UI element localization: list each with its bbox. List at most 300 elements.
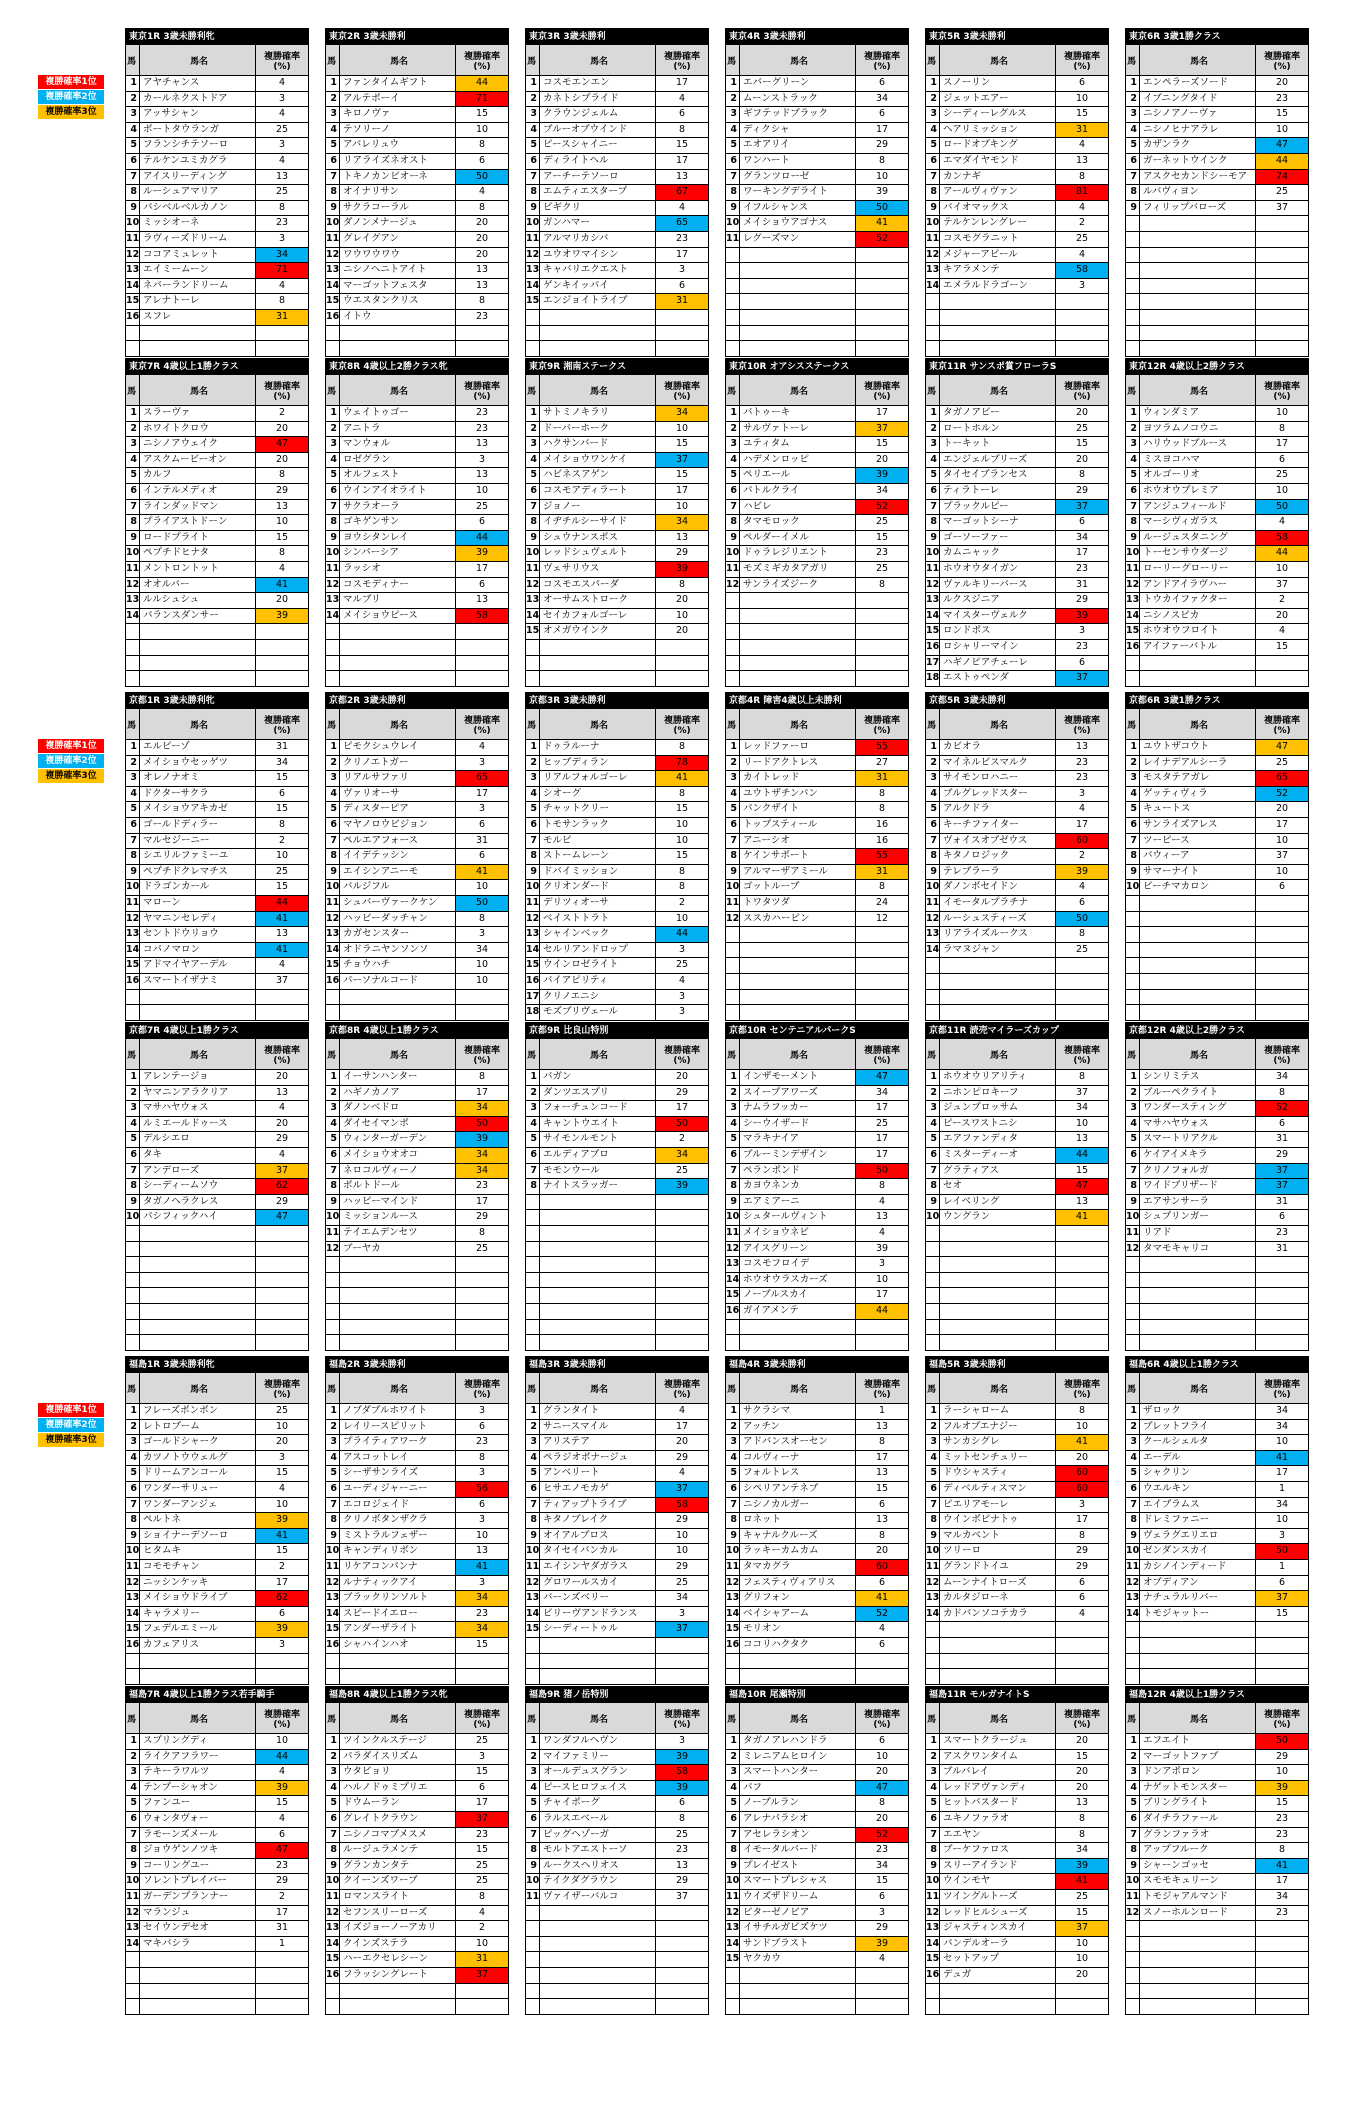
place-rate: 10 (1075, 92, 1089, 104)
place-rate: 15 (675, 438, 689, 450)
horse-name (1140, 248, 1256, 263)
place-rate: 3 (678, 1006, 686, 1018)
horse-name: コスモエンエン (540, 76, 656, 91)
horse-number: 1 (126, 740, 140, 755)
table-row (526, 849, 708, 865)
header-num: 馬 (726, 1703, 740, 1733)
table-row (726, 453, 908, 469)
horse-name (740, 974, 856, 989)
horse-number: 13 (126, 1921, 140, 1936)
horse-name (740, 1005, 856, 1020)
header-rate-line2: (%) (673, 1719, 691, 1730)
table-row (1126, 609, 1308, 625)
empty-row (1126, 216, 1308, 232)
horse-name: トモジャットー (1140, 1607, 1256, 1622)
place-rate (1056, 974, 1108, 989)
horse-name: アリステア (540, 1435, 656, 1450)
table-row (1126, 1781, 1308, 1797)
horse-number: 14 (326, 279, 340, 294)
place-rate: 29 (1075, 594, 1089, 606)
horse-name: ウインモヤ (940, 1874, 1056, 1889)
horse-number: 7 (326, 1828, 340, 1843)
table-row (126, 123, 308, 139)
horse-number (726, 593, 740, 608)
table-row (926, 1544, 1108, 1560)
horse-name: タマモキャリコ (1140, 1242, 1256, 1257)
horse-name: イサチルガビズケツ (740, 1921, 856, 1936)
table-row (126, 248, 308, 264)
place-rate (1256, 294, 1308, 309)
place-rate: 10 (1275, 1436, 1289, 1448)
table-row (926, 76, 1108, 92)
horse-name: サイモンロハニー (940, 771, 1056, 786)
table-row (726, 1435, 908, 1451)
table-row (926, 1117, 1108, 1133)
table-row (1126, 1591, 1308, 1607)
horse-number (1126, 232, 1140, 247)
empty-row (926, 974, 1108, 990)
header-rate-line1: 複勝確率 (863, 715, 900, 726)
header-name: 馬名 (140, 1039, 256, 1069)
empty-row (126, 1242, 308, 1258)
header-num: 馬 (526, 375, 540, 405)
place-rate: 1 (878, 1405, 886, 1416)
table-row (1126, 1576, 1308, 1592)
horse-name: ラヴィーズドリーム (140, 232, 256, 247)
place-rate: 23 (475, 407, 489, 418)
place-rate: 41 (856, 216, 908, 231)
horse-number: 1 (1126, 1404, 1140, 1419)
table-row (726, 437, 908, 453)
header-rate-line1: 複勝確率 (263, 1379, 300, 1390)
horse-number: 2 (526, 1086, 540, 1101)
place-rate: 10 (275, 516, 289, 528)
horse-name (540, 1210, 656, 1225)
horse-number: 5 (326, 468, 340, 483)
place-rate: 13 (475, 1545, 489, 1557)
place-rate: 2 (278, 1560, 286, 1572)
place-rate (1056, 310, 1108, 325)
horse-number: 9 (926, 201, 940, 216)
table-row (126, 1101, 308, 1117)
horse-number: 3 (526, 1101, 540, 1116)
place-rate: 15 (1275, 640, 1289, 652)
horse-number: 3 (926, 771, 940, 786)
empty-row (726, 1968, 908, 1984)
place-rate: 15 (875, 1482, 889, 1494)
horse-name: ゲッティヴィラ (1140, 787, 1256, 802)
place-rate (256, 326, 308, 341)
horse-number: 3 (526, 437, 540, 452)
horse-number: 15 (726, 1952, 740, 1967)
horse-name: スマートハンター (740, 1765, 856, 1780)
place-rate: 2 (1078, 217, 1086, 229)
horse-name: ディクシャ (740, 123, 856, 138)
header-rate-line1: 複勝確率 (1263, 1379, 1300, 1390)
header-rate (1256, 709, 1308, 739)
horse-number: 11 (126, 1890, 140, 1905)
place-rate: 31 (1075, 578, 1089, 590)
horse-name: キャントウエイト (540, 1117, 656, 1132)
empty-row (326, 640, 508, 656)
horse-name: サニースマイル (540, 1420, 656, 1435)
place-rate: 37 (275, 974, 289, 986)
horse-name: リアド (1140, 1226, 1256, 1241)
horse-number (526, 326, 540, 341)
table-row (1126, 92, 1308, 108)
header-rate (656, 709, 708, 739)
place-rate: 50 (1056, 912, 1108, 927)
place-rate: 52 (1256, 1101, 1308, 1116)
race-title: 東京9R 湘南ステークス (526, 359, 708, 375)
horse-number (1126, 310, 1140, 325)
horse-name: ラルスエベール (540, 1812, 656, 1827)
race-title: 東京12R 4歳以上2勝クラス (1126, 359, 1308, 375)
table-row (326, 154, 508, 170)
horse-number (726, 263, 740, 278)
place-rate (1056, 1320, 1108, 1335)
horse-name: ルーシュアマリア (140, 185, 256, 200)
table-row (1126, 138, 1308, 154)
place-rate: 2 (278, 407, 286, 418)
horse-name (1140, 216, 1256, 231)
table-row (926, 1781, 1108, 1797)
horse-name: バルジフル (340, 880, 456, 895)
table-row (726, 422, 908, 438)
table-row (126, 1859, 308, 1875)
horse-name: サンドブラスト (740, 1937, 856, 1952)
horse-number: 7 (126, 1828, 140, 1843)
table-row (926, 834, 1108, 850)
horse-number: 8 (1126, 515, 1140, 530)
horse-number: 9 (1126, 531, 1140, 546)
place-rate (1256, 1654, 1308, 1669)
race-title: 東京10R オアシスステークス (726, 359, 908, 375)
empty-row (1126, 1669, 1308, 1684)
empty-row (126, 1005, 308, 1020)
horse-number: 12 (926, 248, 940, 263)
table-row (926, 138, 1108, 154)
place-rate: 41 (456, 865, 508, 880)
place-rate (656, 1654, 708, 1669)
horse-name: アヤチャンス (140, 76, 256, 91)
horse-name: アンベリート (540, 1466, 656, 1481)
horse-number (726, 1654, 740, 1669)
legend (38, 75, 104, 120)
place-rate: 17 (1275, 1875, 1289, 1887)
horse-number: 6 (526, 484, 540, 499)
place-rate: 58 (456, 609, 508, 624)
horse-name: タイセイブランセス (940, 468, 1056, 483)
horse-name: ギフテッドブラック (740, 107, 856, 122)
table-row (726, 1921, 908, 1937)
horse-number: 14 (926, 279, 940, 294)
horse-number (326, 1257, 340, 1272)
race-table (925, 28, 1109, 357)
horse-name (740, 671, 856, 686)
place-rate (456, 1654, 508, 1669)
table-row (926, 1812, 1108, 1828)
horse-name: サクラオーラ (340, 500, 456, 515)
horse-name: キタノロジック (940, 849, 1056, 864)
place-rate (456, 624, 508, 639)
horse-number: 2 (726, 1420, 740, 1435)
horse-number: 13 (926, 1921, 940, 1936)
table-header (726, 375, 908, 406)
horse-number: 10 (526, 216, 540, 231)
horse-name: ワイドブリザード (1140, 1179, 1256, 1194)
horse-name: サンライズアレス (1140, 818, 1256, 833)
horse-name: モルトアエストーソ (540, 1843, 656, 1858)
place-rate (1056, 294, 1108, 309)
header-num: 馬 (126, 375, 140, 405)
horse-number (726, 1005, 740, 1020)
place-rate: 15 (275, 803, 289, 815)
horse-number: 6 (1126, 1482, 1140, 1497)
horse-number: 10 (326, 546, 340, 561)
table-row (726, 1607, 908, 1623)
table-row (726, 123, 908, 139)
empty-row (1126, 1654, 1308, 1670)
place-rate: 39 (256, 1513, 308, 1528)
horse-number: 3 (326, 771, 340, 786)
horse-number: 6 (326, 154, 340, 169)
table-row (926, 201, 1108, 217)
horse-name: ペプチドヒナタ (140, 546, 256, 561)
place-rate (456, 990, 508, 1005)
horse-number: 2 (326, 1086, 340, 1101)
horse-name: ムーンストラック (740, 92, 856, 107)
header-rate-line2: (%) (673, 1055, 691, 1066)
table-row (326, 1921, 508, 1937)
table-row (126, 1420, 308, 1436)
horse-name: ハデメンロッピ (740, 453, 856, 468)
horse-number (926, 958, 940, 973)
horse-number: 2 (126, 1420, 140, 1435)
empty-row (1126, 326, 1308, 342)
table-row (326, 740, 508, 756)
horse-name: マルブリ (340, 593, 456, 608)
place-rate (1056, 1622, 1108, 1637)
place-rate (1056, 1654, 1108, 1669)
horse-name: ダイチラファール (1140, 1812, 1256, 1827)
horse-name (140, 1226, 256, 1241)
empty-row (526, 1242, 708, 1258)
table-row (926, 1148, 1108, 1164)
place-rate: 3 (678, 1607, 686, 1619)
horse-number: 6 (726, 1148, 740, 1163)
horse-number: 10 (326, 216, 340, 231)
place-rate (656, 1999, 708, 2014)
place-rate: 10 (875, 1750, 889, 1762)
table-row (526, 1781, 708, 1797)
table-row (526, 1750, 708, 1766)
table-row (1126, 1750, 1308, 1766)
place-rate: 20 (275, 1071, 289, 1082)
horse-number: 12 (326, 1906, 340, 1921)
place-rate (656, 1304, 708, 1319)
header-rate-line1: 複勝確率 (863, 1379, 900, 1390)
horse-name: アイスリーディング (140, 170, 256, 185)
place-rate: 34 (475, 943, 489, 955)
horse-number (926, 326, 940, 341)
empty-row (126, 1273, 308, 1289)
horse-number (726, 943, 740, 958)
horse-number: 4 (726, 1451, 740, 1466)
table-row (1126, 1210, 1308, 1226)
horse-number (326, 1984, 340, 1999)
horse-name: オイナリサン (340, 185, 456, 200)
place-rate: 47 (1256, 138, 1308, 153)
table-row (1126, 1195, 1308, 1211)
horse-name: オレノナオミ (140, 771, 256, 786)
horse-number: 4 (726, 453, 740, 468)
horse-name (740, 279, 856, 294)
place-rate: 6 (478, 1781, 486, 1793)
place-rate: 27 (875, 756, 889, 768)
place-rate: 20 (1275, 77, 1289, 88)
horse-name: ゴットルーブ (740, 880, 856, 895)
place-rate: 29 (1275, 1750, 1289, 1762)
header-rate-line1: 複勝確率 (463, 1379, 500, 1390)
place-rate: 3 (1078, 625, 1086, 637)
horse-number: 4 (1126, 1781, 1140, 1796)
horse-name (940, 1288, 1056, 1303)
header-name: 馬名 (940, 45, 1056, 75)
table-row (326, 880, 508, 896)
horse-name: ロードプライト (140, 531, 256, 546)
horse-number: 3 (326, 1765, 340, 1780)
table-row (926, 1937, 1108, 1953)
horse-number (926, 1999, 940, 2014)
horse-name: シュタールヴィント (740, 1210, 856, 1225)
race-table (125, 1686, 309, 2015)
race-table (125, 358, 309, 687)
header-rate-line2: (%) (1273, 1719, 1291, 1730)
horse-name: テレブラーラ (940, 865, 1056, 880)
race-table (925, 1022, 1109, 1351)
table-row (326, 1890, 508, 1906)
table-row (726, 578, 908, 594)
horse-number: 5 (1126, 468, 1140, 483)
place-rate (856, 1005, 908, 1020)
horse-number: 4 (726, 787, 740, 802)
place-rate: 17 (475, 1195, 489, 1207)
horse-name (940, 1984, 1056, 1999)
horse-number (926, 1335, 940, 1350)
table-row (126, 787, 308, 803)
horse-number (726, 974, 740, 989)
horse-name: フォルトレス (740, 1466, 856, 1481)
horse-number: 4 (526, 1451, 540, 1466)
horse-number (126, 1226, 140, 1241)
race-table (1125, 1686, 1309, 2015)
horse-name (940, 1669, 1056, 1684)
horse-name (940, 1226, 1056, 1241)
place-rate (856, 1669, 908, 1684)
horse-number: 2 (926, 422, 940, 437)
place-rate: 10 (475, 1937, 489, 1949)
place-rate: 10 (1275, 834, 1289, 846)
empty-row (726, 310, 908, 326)
table-row (926, 500, 1108, 516)
place-rate (1256, 1984, 1308, 1999)
horse-number: 8 (1126, 185, 1140, 200)
table-row (526, 896, 708, 912)
horse-name (140, 1335, 256, 1350)
horse-name: スリーアイランド (940, 1859, 1056, 1874)
horse-name: グロワールスカイ (540, 1576, 656, 1591)
table-row (526, 1164, 708, 1180)
place-rate (1056, 1335, 1108, 1350)
horse-number: 8 (526, 1179, 540, 1194)
horse-name (1140, 1654, 1256, 1669)
horse-number: 12 (1126, 578, 1140, 593)
table-row (526, 123, 708, 139)
place-rate (256, 1005, 308, 1020)
horse-name: ミットセンチュリー (940, 1451, 1056, 1466)
horse-number: 12 (326, 1242, 340, 1257)
header-rate-line1: 複勝確率 (263, 1709, 300, 1720)
table-row (126, 896, 308, 912)
horse-number: 4 (1126, 453, 1140, 468)
horse-name (940, 1654, 1056, 1669)
header-rate (1056, 1373, 1108, 1403)
header-num: 馬 (726, 375, 740, 405)
horse-name: モモンウール (540, 1164, 656, 1179)
table-header (526, 1039, 708, 1070)
horse-name (340, 1669, 456, 1684)
horse-name: カールネクストドア (140, 92, 256, 107)
table-row (126, 406, 308, 422)
place-rate: 20 (875, 1812, 889, 1824)
race-title: 東京8R 4歳以上2勝クラス牝 (326, 359, 508, 375)
table-row (326, 422, 508, 438)
header-name: 馬名 (540, 1703, 656, 1733)
place-rate: 39 (1056, 865, 1108, 880)
horse-number (126, 624, 140, 639)
horse-name (340, 341, 456, 356)
horse-number: 3 (926, 1101, 940, 1116)
header-rate-line1: 複勝確率 (463, 1045, 500, 1056)
place-rate (1256, 1952, 1308, 1967)
legend-third: 複勝確率3位 (38, 769, 104, 783)
place-rate (856, 1999, 908, 2014)
horse-name: コスモアディラート (540, 484, 656, 499)
horse-number: 5 (126, 802, 140, 817)
place-rate: 58 (1256, 531, 1308, 546)
table-header (326, 1373, 508, 1404)
table-row (326, 958, 508, 974)
header-rate-line2: (%) (873, 1389, 891, 1400)
horse-name: カツノトウウェルグ (140, 1451, 256, 1466)
horse-name (940, 310, 1056, 325)
header-rate (1056, 709, 1108, 739)
horse-name: ノブダブルホワイト (340, 1404, 456, 1419)
horse-number: 7 (326, 1164, 340, 1179)
table-row (126, 1576, 308, 1592)
horse-number: 8 (1126, 849, 1140, 864)
table-row (726, 468, 908, 484)
horse-name (1140, 671, 1256, 686)
horse-number: 17 (526, 990, 540, 1005)
horse-name (540, 1195, 656, 1210)
table-row (526, 1513, 708, 1529)
horse-number: 7 (326, 1498, 340, 1513)
empty-row (126, 624, 308, 640)
horse-number: 4 (326, 453, 340, 468)
place-rate: 47 (1056, 1179, 1108, 1194)
